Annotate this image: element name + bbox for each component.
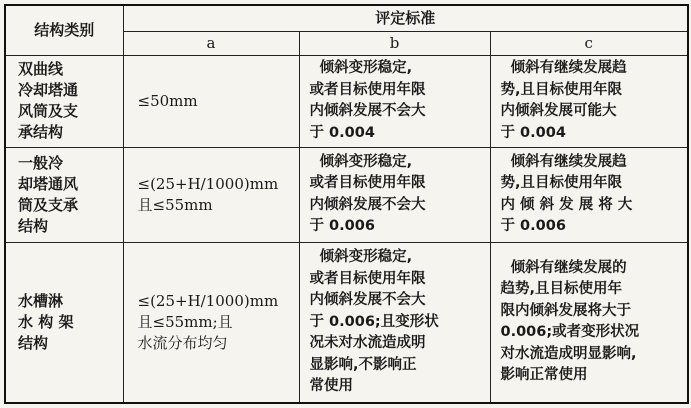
criterion-line: 势,且目标使用年限 [500,81,623,98]
criterion-line: 于 0.004 [309,124,375,141]
criterion-line: 且≤55mm [137,195,213,214]
criterion-line: 倾斜有继续发展趋 [500,153,627,170]
criterion-line: 或者目标使用年限 [309,175,426,192]
category-cell [5,242,123,403]
criterion-b-cell [299,242,490,403]
criterion-line: 限内倾斜发展将大于 [500,302,631,319]
category-line: 水槽淋 [18,291,64,310]
category-line: 结构 [18,216,49,235]
category-line: 一般冷 [18,153,64,172]
category-line: 双曲线 [18,60,64,79]
criterion-c-cell [490,242,688,403]
criterion-line: 常使用 [309,378,353,395]
header-col-a: a [123,31,299,55]
category-line: 结构 [18,333,49,352]
category-line: 风筒及支 [18,102,79,121]
criterion-a-cell [123,242,299,403]
criterion-line: 水流分布均匀 [137,333,228,352]
criterion-b-cell [299,55,490,147]
category-line: 冷却塔通 [18,81,79,100]
header-row-1 [5,5,688,31]
category-line: 承结构 [18,123,64,142]
criterion-line: 0.006;或者变形状况 [500,324,640,341]
criterion-c-cell [490,55,688,147]
table-row [5,148,688,242]
table-row [5,55,688,147]
criterion-line: 内倾斜发展不会大 [309,292,426,309]
criterion-line: 于 0.006 [309,218,375,235]
table-row [5,242,688,403]
evaluation-table-container [4,4,687,404]
criterion-line: 况未对水流造成明 [309,335,426,352]
criterion-line: 影响正常使用 [500,367,588,384]
criterion-a-cell [123,148,299,242]
criterion-line: 于 0.006;且变形状 [309,313,439,330]
category-line: 筒及支承 [18,195,79,214]
criterion-line: 倾斜变形稳定, [309,249,413,266]
criterion-line: 内倾斜发展不会大 [309,196,426,213]
criterion-line: 内倾斜发展不会大 [309,103,426,120]
criterion-line: 对水流造成明显影响, [500,345,637,362]
criterion-line: 或者目标使用年限 [309,270,426,287]
criterion-line: 倾斜变形稳定, [309,153,413,170]
category-cell [5,55,123,147]
criterion-line: ≤(25+H/1000)mm [137,174,279,193]
criterion-line: 倾斜变形稳定, [309,60,413,77]
category-line: 水 构 架 [18,312,74,331]
criterion-line: 势,且目标使用年限 [500,175,623,192]
category-cell [5,148,123,242]
header-structure-category: 结构类别 [5,5,123,55]
criterion-line: 倾斜有继续发展的 [500,259,627,276]
evaluation-standard-table [4,4,689,404]
criterion-line: 或者目标使用年限 [309,81,426,98]
criterion-line: 倾斜有继续发展趋 [500,60,627,77]
criterion-a-cell [123,55,299,147]
criterion-line: ≤50mm [137,91,198,110]
header-evaluation-standard: 评定标准 [123,5,688,31]
criterion-b-cell [299,148,490,242]
criterion-c-cell [490,148,688,242]
criterion-line: 趋势,且目标使用年 [500,281,623,298]
criterion-line: 内倾斜发展可能大 [500,103,617,120]
criterion-line: 于 0.004 [500,124,566,141]
category-line: 却塔通风 [18,174,79,193]
criterion-line: 且≤55mm;且 [137,312,233,331]
criterion-line: 于 0.006 [500,218,566,235]
criterion-line: 内 倾 斜 发 展 将 大 [500,196,633,213]
header-col-c: c [490,31,688,55]
header-col-b: b [299,31,490,55]
criterion-line: 显影响,不影响正 [309,356,417,373]
criterion-line: ≤(25+H/1000)mm [137,291,279,310]
